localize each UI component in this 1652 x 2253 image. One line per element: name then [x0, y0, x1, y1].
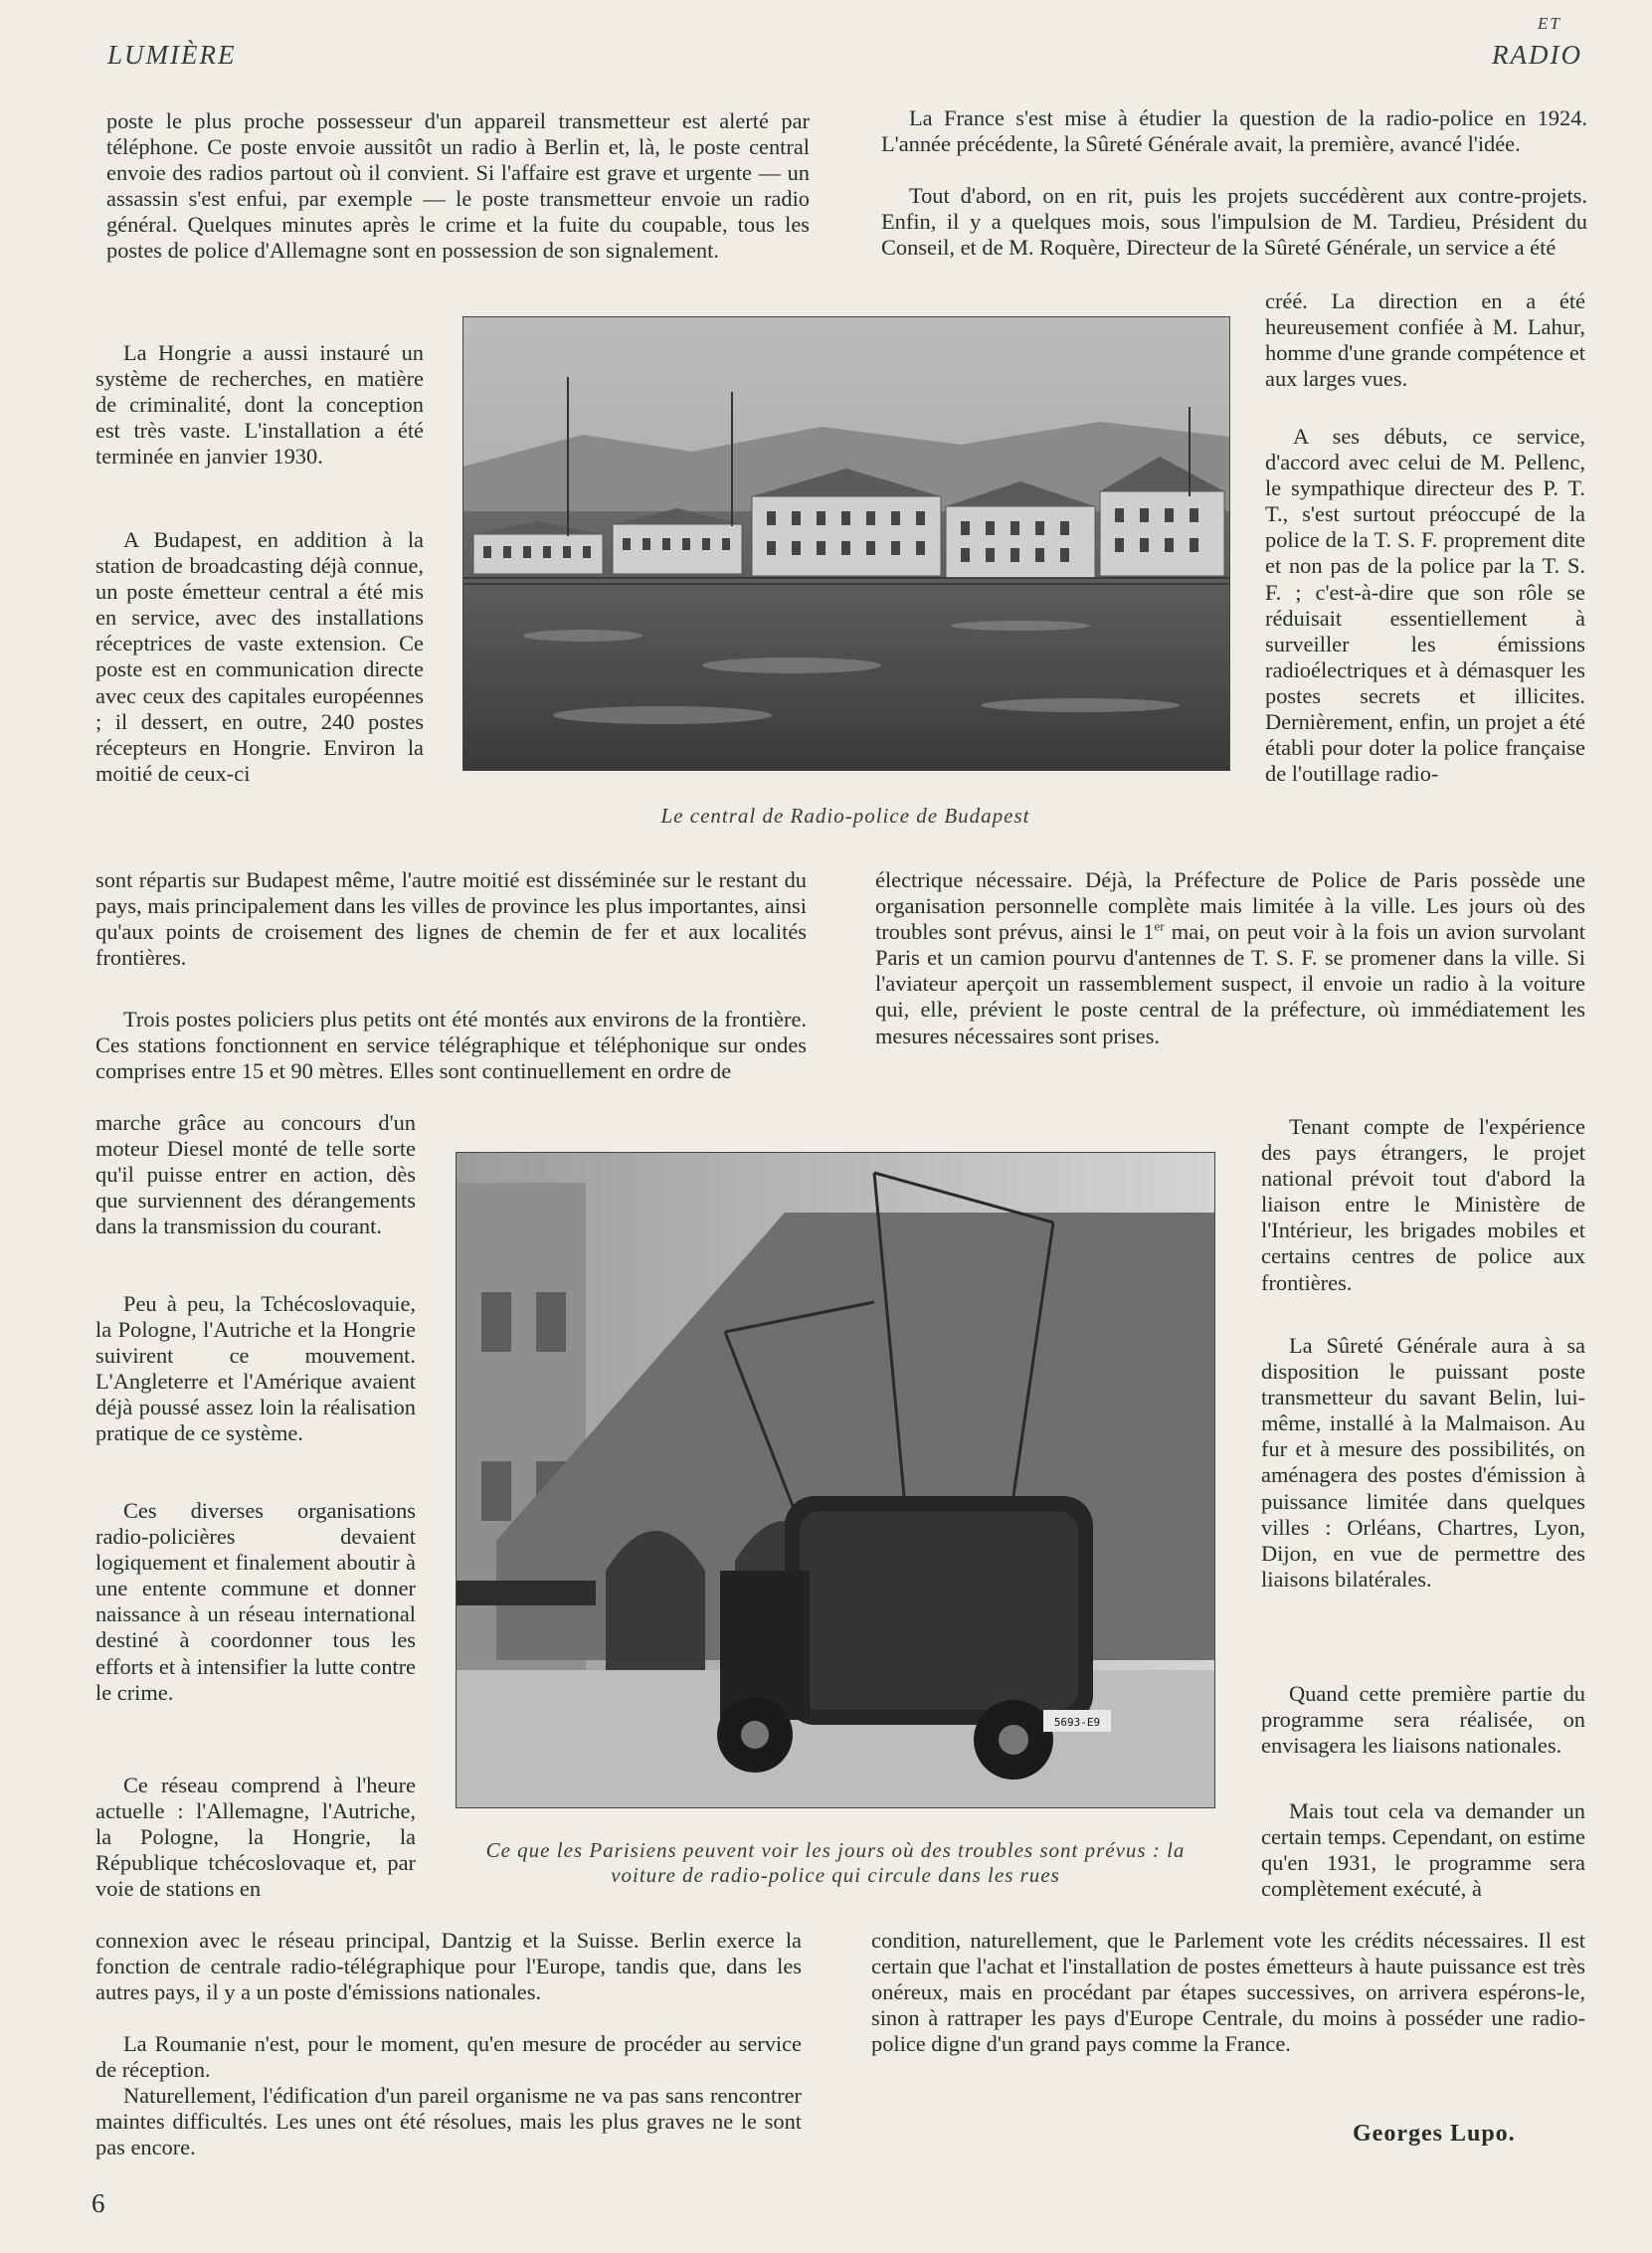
date-day: 1: [1143, 919, 1155, 945]
left-paragraph-7: Ce réseau comprend à l'heure actuelle : l'Allemagne, l'Autriche, la Pologne, la Hongrie, la République tchécoslovaque et, par voie de stations en: [95, 1773, 416, 1902]
left-paragraph-8: La Roumanie n'est, pour le moment, qu'en mesure de procéder au service de réception.: [95, 2031, 802, 2083]
right-paragraph-1: La France s'est mise à étudier la question de la radio-police en 1924. L'année précédente, la Sûreté Générale avait, la première, avancé l'idée.: [881, 105, 1587, 157]
left-paragraph-6: Ces diverses organisations radio-policières devaient logiquement et finalement aboutir à une entente commune et donner naissance à un réseau international destiné à coordonner tous les efforts et à intensifier la lutte contre le crime.: [95, 1498, 416, 1705]
right-paragraph-3-wide-text: électrique nécessaire. Déjà, la Préfecture de Police de Paris possède une organisation personnelle complète mais limitée à la ville. Les jours où des troubles sont prévus, ainsi le: [875, 867, 1585, 945]
right-paragraph-4: Tenant compte de l'expérience des pays étrangers, le projet national prévoit tout d'abord la liaison entre le Ministère de l'Intérieur, les brigades mobiles et certains centres de police aux frontières.: [1261, 1114, 1585, 1295]
left-paragraph-3-wide: sont répartis sur Budapest même, l'autre moitié est disséminée sur le restant du pays, mais principalement dans les villes de province les plus importantes, ainsi qu'aux points de croisement des lignes de chemin de fer et aux localités frontières.: [95, 867, 807, 971]
right-paragraph-2-narrow: créé. La direction en a été heureusement confiée à M. Lahur, homme d'une grande compétence et aux larges vues.: [1265, 288, 1585, 392]
page-number: 6: [92, 2188, 105, 2218]
running-header-left: LUMIÈRE: [107, 40, 237, 70]
right-paragraph-3-wide-rest: mai, on peut voir à la fois un avion survolant Paris et un camion pourvu d'antennes de T. S. F. se promener dans la ville. Si l'aviateur aperçoit un rassemblement suspect, il envoie un radio à la voiture qui, elle, prévient le poste central de la préfecture, où immédiatement les mesures nécessaires sont prises.: [875, 919, 1585, 1048]
right-paragraph-7: Mais tout cela va demander un certain temps. Cependant, on estime qu'en 1931, le programme sera complètement exécuté, à: [1261, 1798, 1585, 1902]
date-superscript: er: [1154, 918, 1165, 934]
left-paragraph-5: Peu à peu, la Tchécoslovaquie, la Pologne, l'Autriche et la Hongrie suivirent ce mouvement. L'Angleterre et l'Amérique avaient déjà poussé assez loin la réalisation pratique de ce système.: [95, 1291, 416, 1446]
left-paragraph-1: poste le plus proche possesseur d'un appareil transmetteur est alerté par téléphone. Ce poste envoie aussitôt un radio à Berlin et, là, le poste central envoie des radios partout où il convient. Si l'affaire est grave et urgente — un assassin s'est enfui, par exemple — le poste transmetteur envoie un radio général. Quelques minutes après le crime et la fuite du coupable, tous les postes de police d'Allemagne sont en possession de son signalement.: [106, 108, 810, 264]
budapest-photo-caption: Le central de Radio-police de Budapest: [660, 804, 1030, 828]
license-plate: 5693-E9: [1053, 1716, 1101, 1729]
right-paragraph-5: La Sûreté Générale aura à sa disposition le puissant poste transmetteur du savant Belin, lui-même, installé à la Malmaison. Au fur et à mesure des possibilités, on aménagera des postes d'émission à puissance limitée dans quelques villes : Orléans, Chartres, Lyon, Dijon, en vue de permettre des liaisons bilatérales.: [1261, 1333, 1585, 1592]
right-paragraph-6: Quand cette première partie du programme sera réalisée, on envisagera les liaisons nationales.: [1261, 1681, 1585, 1759]
budapest-buildings-illustration: [463, 317, 1229, 770]
running-header-right: RADIO: [1492, 40, 1582, 70]
left-paragraph-7-wide: connexion avec le réseau principal, Dantzig et la Suisse. Berlin exerce la fonction de centrale radio-télégraphique pour l'Europe, tandis que, dans les autres pays, il y a un poste d'émissions nationales.: [95, 1928, 802, 2005]
left-paragraph-3: A Budapest, en addition à la station de broadcasting déjà connue, un poste émetteur central a été mis en service, avec des installations réceptrices de vaste extension. Ce poste est en communication directe avec ceux des capitales européennes ; il dessert, en outre, 240 postes récepteurs en Hongrie. Environ la moitié de ceux-ci: [95, 527, 424, 786]
author-signature: Georges Lupo.: [1353, 2121, 1516, 2147]
right-paragraph-7-wide: condition, naturellement, que le Parlement vote les crédits nécessaires. Il est certain que l'achat et l'installation de postes émetteurs à haute puissance est très onéreux, mais en procédant par étapes successives, on arrivera espérons-le, sinon à rattraper les pays d'Europe Centrale, du moins à posséder une radio-police digne d'un grand pays comme la France.: [871, 1928, 1585, 2057]
right-paragraph-2: Tout d'abord, on en rit, puis les projets succédèrent aux contre-projets. Enfin, il y a quelques mois, sous l'impulsion de M. Tardieu, Président du Conseil, et de M. Roquère, Directeur de la Sûreté Générale, un service a été: [881, 183, 1587, 261]
truck-street-illustration: [457, 1153, 1214, 1807]
truck-photo-caption: Ce que les Parisiens peuvent voir les jours où des troubles sont prévus : la voiture de radio-police qui circule dans les rues: [485, 1838, 1186, 1887]
left-paragraph-2-narrow: La Hongrie a aussi instauré un système de recherches, en matière de criminalité, dont la conception est très vaste. L'installation a été terminée en janvier 1930.: [95, 340, 424, 469]
radio-police-truck-photo: [456, 1152, 1215, 1808]
left-paragraph-9: Naturellement, l'édification d'un pareil organisme ne va pas sans rencontrer maintes difficultés. Les unes ont été résolues, mais les plus graves ne le sont pas encore.: [95, 2083, 802, 2160]
left-paragraph-4: Trois postes policiers plus petits ont été montés aux environs de la frontière. Ces stations fonctionnent en service télégraphique et téléphonique sur ondes comprises entre 15 et 90 mètres. Elles sont continuellement en ordre de: [95, 1007, 807, 1084]
right-paragraph-3: A ses débuts, ce service, d'accord avec celui de M. Pellenc, le sympathique directeur des P. T. T., s'est surtout préoccupé de la police de la T. S. F. proprement dite et non pas de la police par la T. S. F. ; c'est-à-dire que son rôle se réduisait essentiellement à surveiller les émissions radioélectriques et à démasquer les postes secrets et illicites. Dernièrement, enfin, un projet a été établi pour doter la police française de l'outillage radio-: [1265, 424, 1585, 787]
right-paragraph-3-wide: [875, 867, 1585, 1049]
budapest-central-photo: [462, 316, 1230, 771]
running-header-right-top: ET: [1538, 14, 1561, 33]
left-paragraph-4-narrow: marche grâce au concours d'un moteur Diesel monté de telle sorte qu'il puisse entrer en action, dès que surviennent des dérangements dans la transmission du courant.: [95, 1110, 416, 1239]
